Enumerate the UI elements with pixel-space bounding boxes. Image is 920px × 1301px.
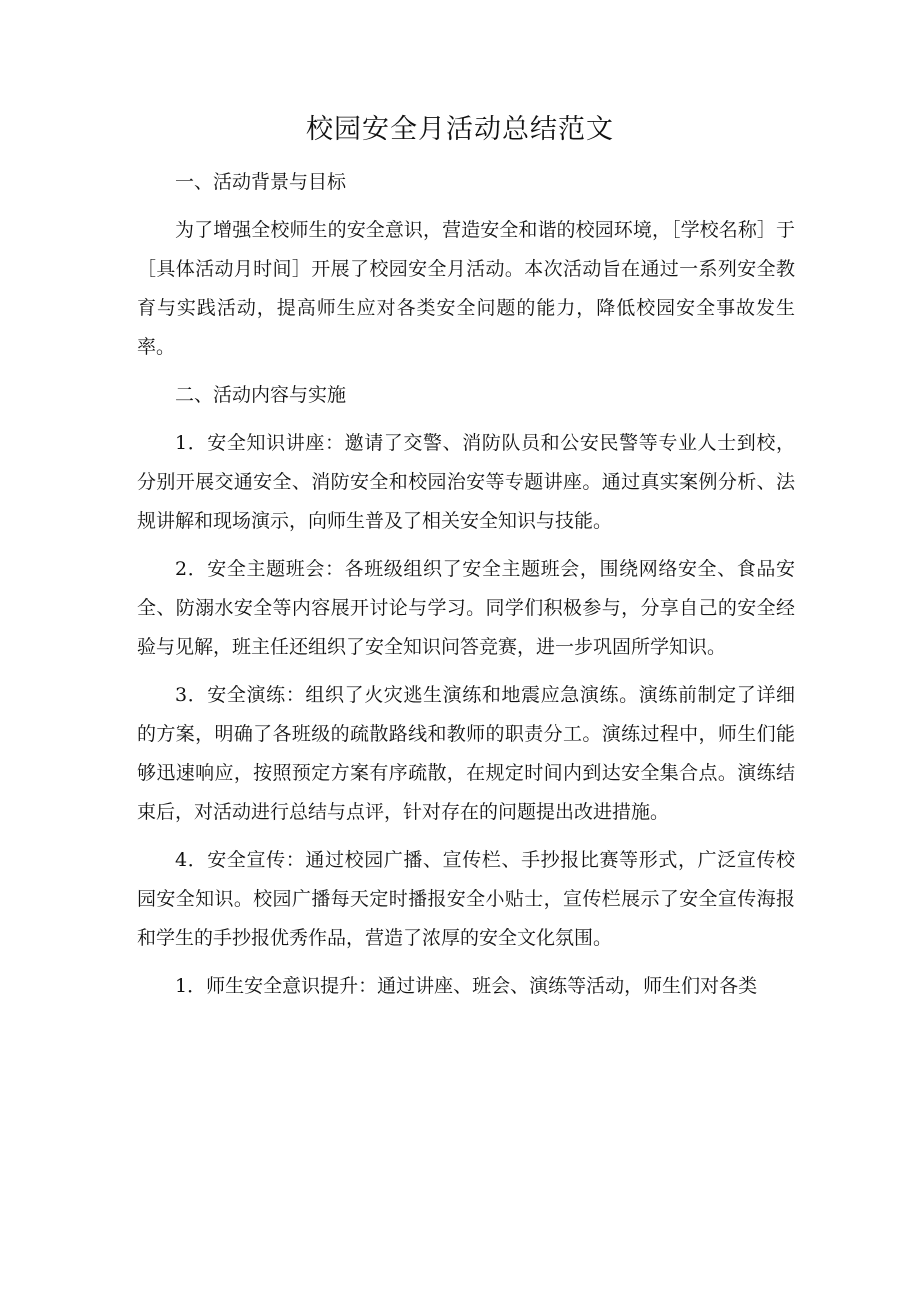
paragraph: 2．安全主题班会：各班级组织了安全主题班会，围绕网络安全、食品安全、防溺水安全等内容展开讨论与学习。同学们积极参与，分享自己的安全经验与见解，班主任还组织了安全知识问答竞赛，进一步巩固所学知识。 — [137, 558, 795, 658]
paragraph: 3．安全演练：组织了火灾逃生演练和地震应急演练。演练前制定了详细的方案，明确了各班级的疏散路线和教师的职责分工。演练过程中，师生们能够迅速响应，按照预定方案有序疏散，在规定时间内到达安全集合点。演练结束后，对活动进行总结与点评，针对存在的问题提出改进措施。 — [137, 684, 795, 823]
paragraph: 1．师生安全意识提升：通过讲座、班会、演练等活动，师生们对各类 — [175, 975, 758, 997]
paragraph: 为了增强全校师生的安全意识，营造安全和谐的校园环境，［学校名称］于［具体活动月时间］开展了校园安全月活动。本次活动旨在通过一系列安全教育与实践活动，提高师生应对各类安全问题的能力，降低校园安全事故发生率。 — [137, 219, 795, 358]
document-body — [137, 163, 795, 1015]
section-heading: 一、活动背景与目标 — [175, 171, 347, 193]
paragraph: 4．安全宣传：通过校园广播、宣传栏、手抄报比赛等形式，广泛宣传校园安全知识。校园广播每天定时播报安全小贴士，宣传栏展示了安全宣传海报和学生的手抄报优秀作品，营造了浓厚的安全文化氛围。 — [137, 849, 795, 949]
section-heading: 二、活动内容与实施 — [175, 384, 347, 406]
document-title: 校园安全月活动总结范文 — [306, 114, 614, 145]
paragraph: 1．安全知识讲座：邀请了交警、消防队员和公安民警等专业人士到校，分别开展交通安全、消防安全和校园治安等专题讲座。通过真实案例分析、法规讲解和现场演示，向师生普及了相关安全知识与技能。 — [137, 432, 795, 532]
